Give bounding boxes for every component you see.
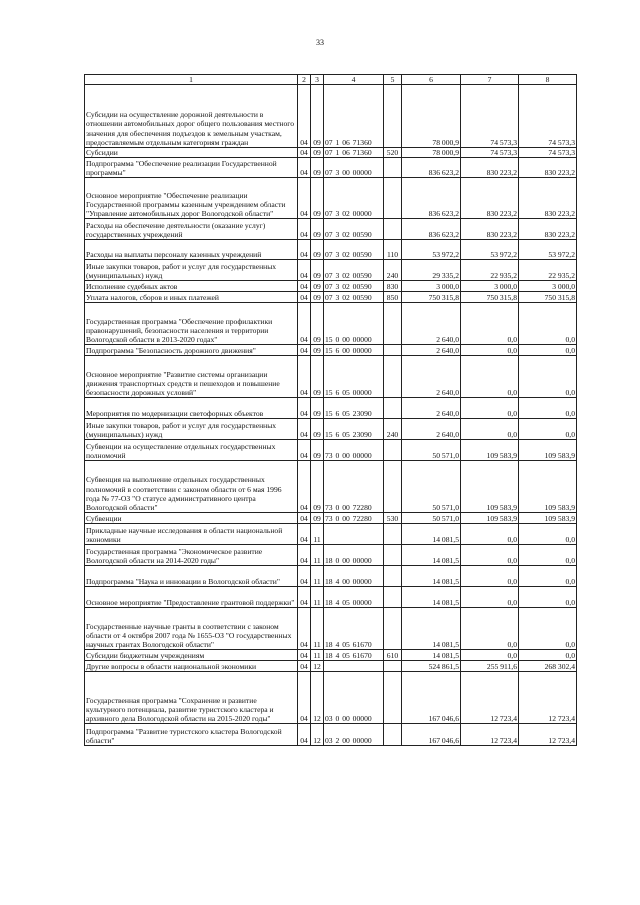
table-row	[85, 398, 577, 419]
row-amount-year-1: 836 623,2	[402, 178, 461, 219]
row-amount-year-2: 830 223,2	[461, 219, 519, 240]
row-amount-year-1: 2 640,0	[402, 303, 461, 345]
row-target-article: 15 6 05 23090	[324, 419, 384, 440]
row-section: 04	[298, 292, 311, 303]
row-amount-year-3: 0,0	[519, 356, 577, 398]
row-expense-type	[384, 566, 402, 587]
row-amount-year-2: 0,0	[461, 587, 519, 608]
table-row	[85, 292, 577, 303]
row-section: 04	[298, 356, 311, 398]
row-amount-year-2: 22 935,2	[461, 260, 519, 281]
row-name: Основное мероприятие "Обеспечение реализации Государственной программы казенным учреждением области "Управление автомобильных дорог Вологодской области"	[85, 178, 298, 219]
table-row	[85, 303, 577, 345]
row-expense-type	[384, 524, 402, 545]
row-amount-year-3: 268 302,4	[519, 661, 577, 672]
row-name: Подпрограмма "Наука и инновации в Вологодской области"	[85, 566, 298, 587]
column-header: 8	[519, 75, 577, 85]
row-amount-year-2: 109 583,9	[461, 513, 519, 524]
row-expense-type	[384, 219, 402, 240]
row-section: 04	[298, 85, 311, 148]
row-expense-type	[384, 724, 402, 746]
row-subsection: 12	[311, 724, 324, 746]
row-amount-year-3: 0,0	[519, 524, 577, 545]
row-amount-year-3: 0,0	[519, 345, 577, 356]
row-name: Основное мероприятие "Развитие системы организации движения транспортных средств и пешеходов и повышение безопасности дорожных условий"	[85, 356, 298, 398]
row-section: 04	[298, 461, 311, 513]
row-amount-year-1: 50 571,0	[402, 440, 461, 461]
row-name: Субсидии	[85, 148, 298, 158]
row-name: Основное мероприятие "Предоставление грантовой поддержки"	[85, 587, 298, 608]
row-subsection: 09	[311, 158, 324, 178]
table-body	[85, 85, 577, 746]
column-header: 7	[461, 75, 519, 85]
row-name: Субсидии на осуществление дорожной деятельности в отношении автомобильных дорог общего пользования местного значения для обеспечения подъездов к земельным участкам, предоставляемым отдельным категориям граждан	[85, 85, 298, 148]
row-name: Расходы на обеспечение деятельности (оказание услуг) государственных учреждений	[85, 219, 298, 240]
row-amount-year-2: 12 723,4	[461, 724, 519, 746]
row-subsection: 09	[311, 513, 324, 524]
table-row	[85, 545, 577, 566]
row-section: 04	[298, 608, 311, 650]
row-amount-year-2: 74 573,3	[461, 148, 519, 158]
row-amount-year-3: 830 223,2	[519, 219, 577, 240]
table-row	[85, 440, 577, 461]
row-amount-year-1: 836 623,2	[402, 158, 461, 178]
row-amount-year-3: 830 223,2	[519, 178, 577, 219]
row-amount-year-3: 0,0	[519, 545, 577, 566]
row-name: Иные закупки товаров, работ и услуг для государственных (муниципальных) нужд	[85, 260, 298, 281]
row-section: 04	[298, 724, 311, 746]
table-row	[85, 219, 577, 240]
row-subsection: 11	[311, 545, 324, 566]
table-row	[85, 345, 577, 356]
row-subsection: 09	[311, 260, 324, 281]
row-name: Мероприятия по модернизации светофорных объектов	[85, 398, 298, 419]
row-expense-type	[384, 85, 402, 148]
table-row	[85, 724, 577, 746]
row-subsection: 09	[311, 419, 324, 440]
row-target-article: 07 3 02 00590	[324, 281, 384, 292]
row-section: 04	[298, 650, 311, 661]
row-amount-year-3: 0,0	[519, 650, 577, 661]
row-amount-year-2: 0,0	[461, 566, 519, 587]
row-amount-year-1: 2 640,0	[402, 356, 461, 398]
row-name: Другие вопросы в области национальной экономики	[85, 661, 298, 672]
table-row	[85, 158, 577, 178]
row-amount-year-1: 53 972,2	[402, 240, 461, 260]
row-amount-year-2: 0,0	[461, 356, 519, 398]
row-amount-year-1: 2 640,0	[402, 345, 461, 356]
budget-table	[84, 74, 577, 746]
row-expense-type	[384, 661, 402, 672]
row-amount-year-2: 109 583,9	[461, 461, 519, 513]
row-amount-year-3: 109 583,9	[519, 461, 577, 513]
row-section: 04	[298, 672, 311, 724]
row-amount-year-1: 14 081,5	[402, 608, 461, 650]
table-row	[85, 240, 577, 260]
row-expense-type	[384, 398, 402, 419]
row-expense-type: 110	[384, 240, 402, 260]
row-name: Расходы на выплаты персоналу казенных учреждений	[85, 240, 298, 260]
row-amount-year-3: 74 573,3	[519, 148, 577, 158]
row-amount-year-2: 0,0	[461, 419, 519, 440]
row-amount-year-1: 29 335,2	[402, 260, 461, 281]
row-name: Подпрограмма "Развитие туристского кластера Вологодской области"	[85, 724, 298, 746]
row-subsection: 12	[311, 672, 324, 724]
row-section: 04	[298, 524, 311, 545]
row-subsection: 11	[311, 524, 324, 545]
row-name: Подпрограмма "Безопасность дорожного движения"	[85, 345, 298, 356]
row-amount-year-2: 0,0	[461, 345, 519, 356]
row-name: Подпрограмма "Обеспечение реализации Государственной программы"	[85, 158, 298, 178]
row-target-article: 07 3 02 00590	[324, 260, 384, 281]
row-amount-year-3: 830 223,2	[519, 158, 577, 178]
row-target-article: 18 4 00 00000	[324, 566, 384, 587]
table-row	[85, 85, 577, 148]
table-row	[85, 260, 577, 281]
row-name: Государственная программа "Сохранение и развитие культурного потенциала, развитие туристского кластера и архивного дела Вологодской области на 2015-2020 годы"	[85, 672, 298, 724]
row-amount-year-3: 109 583,9	[519, 513, 577, 524]
row-subsection: 11	[311, 587, 324, 608]
row-section: 04	[298, 240, 311, 260]
row-amount-year-1: 2 640,0	[402, 419, 461, 440]
row-subsection: 09	[311, 440, 324, 461]
table-row	[85, 356, 577, 398]
row-target-article: 73 0 00 72280	[324, 513, 384, 524]
row-amount-year-1: 78 000,9	[402, 85, 461, 148]
row-amount-year-2: 109 583,9	[461, 440, 519, 461]
table-row	[85, 672, 577, 724]
table-row	[85, 650, 577, 661]
table-row	[85, 661, 577, 672]
row-amount-year-1: 14 081,5	[402, 650, 461, 661]
row-amount-year-1: 836 623,2	[402, 219, 461, 240]
row-expense-type	[384, 356, 402, 398]
row-amount-year-2: 74 573,3	[461, 85, 519, 148]
row-amount-year-2: 3 000,0	[461, 281, 519, 292]
row-subsection: 09	[311, 240, 324, 260]
row-target-article: 18 4 05 61670	[324, 608, 384, 650]
row-amount-year-2: 0,0	[461, 608, 519, 650]
row-amount-year-3: 0,0	[519, 566, 577, 587]
row-expense-type	[384, 303, 402, 345]
row-amount-year-3: 750 315,8	[519, 292, 577, 303]
row-subsection: 09	[311, 281, 324, 292]
row-amount-year-2: 12 723,4	[461, 672, 519, 724]
row-amount-year-1: 3 000,0	[402, 281, 461, 292]
row-amount-year-3: 53 972,2	[519, 240, 577, 260]
row-section: 04	[298, 303, 311, 345]
row-subsection: 09	[311, 219, 324, 240]
row-name: Прикладные научные исследования в области национальной экономики	[85, 524, 298, 545]
row-amount-year-3: 12 723,4	[519, 724, 577, 746]
table-row	[85, 178, 577, 219]
row-target-article: 07 1 06 71360	[324, 85, 384, 148]
row-amount-year-3: 74 573,3	[519, 85, 577, 148]
row-section: 04	[298, 398, 311, 419]
row-target-article: 03 2 00 00000	[324, 724, 384, 746]
row-section: 04	[298, 148, 311, 158]
row-section: 04	[298, 513, 311, 524]
row-expense-type	[384, 178, 402, 219]
row-expense-type	[384, 440, 402, 461]
column-header: 6	[402, 75, 461, 85]
row-amount-year-2: 0,0	[461, 398, 519, 419]
row-name: Государственная программа "Обеспечение профилактики правонарушений, безопасности населения и территории Вологодской области в 2013-2020 годах"	[85, 303, 298, 345]
row-target-article: 18 4 05 61670	[324, 650, 384, 661]
row-amount-year-3: 0,0	[519, 419, 577, 440]
table-row	[85, 587, 577, 608]
row-amount-year-3: 0,0	[519, 303, 577, 345]
row-target-article: 73 0 00 72280	[324, 461, 384, 513]
row-amount-year-1: 78 000,9	[402, 148, 461, 158]
row-amount-year-1: 14 081,5	[402, 566, 461, 587]
row-subsection: 09	[311, 178, 324, 219]
row-expense-type	[384, 608, 402, 650]
row-expense-type	[384, 545, 402, 566]
row-amount-year-3: 12 723,4	[519, 672, 577, 724]
row-target-article	[324, 524, 384, 545]
row-section: 04	[298, 219, 311, 240]
row-target-article: 15 6 00 00000	[324, 345, 384, 356]
row-subsection: 11	[311, 650, 324, 661]
row-name: Уплата налогов, сборов и иных платежей	[85, 292, 298, 303]
row-expense-type: 610	[384, 650, 402, 661]
row-name: Иные закупки товаров, работ и услуг для государственных (муниципальных) нужд	[85, 419, 298, 440]
row-amount-year-3: 0,0	[519, 398, 577, 419]
row-expense-type	[384, 587, 402, 608]
row-amount-year-2: 830 223,2	[461, 158, 519, 178]
row-section: 04	[298, 545, 311, 566]
row-target-article: 07 3 02 00000	[324, 178, 384, 219]
column-header: 3	[311, 75, 324, 85]
row-target-article: 18 4 05 00000	[324, 587, 384, 608]
row-amount-year-1: 167 046,6	[402, 672, 461, 724]
row-amount-year-1: 524 861,5	[402, 661, 461, 672]
row-subsection: 12	[311, 661, 324, 672]
row-name: Государственная программа "Экономическое развитие Вологодской области на 2014-2020 годы"	[85, 545, 298, 566]
row-target-article: 07 3 02 00590	[324, 240, 384, 260]
row-subsection: 09	[311, 292, 324, 303]
row-amount-year-2: 0,0	[461, 524, 519, 545]
row-target-article: 15 0 00 00000	[324, 303, 384, 345]
row-amount-year-1: 750 315,8	[402, 292, 461, 303]
row-amount-year-2: 830 223,2	[461, 178, 519, 219]
row-section: 04	[298, 661, 311, 672]
row-subsection: 09	[311, 85, 324, 148]
row-expense-type: 240	[384, 419, 402, 440]
row-section: 04	[298, 587, 311, 608]
row-expense-type	[384, 461, 402, 513]
row-amount-year-2: 0,0	[461, 545, 519, 566]
row-name: Государственные научные гранты в соответствии с законом области от 4 октября 2007 года № 1655-ОЗ "О государственных научных грантах Вологодской области"	[85, 608, 298, 650]
column-header: 2	[298, 75, 311, 85]
row-amount-year-1: 50 571,0	[402, 513, 461, 524]
row-target-article: 07 3 02 00590	[324, 292, 384, 303]
row-subsection: 09	[311, 345, 324, 356]
row-section: 04	[298, 440, 311, 461]
row-target-article: 15 6 05 23090	[324, 398, 384, 419]
row-amount-year-2: 53 972,2	[461, 240, 519, 260]
row-target-article: 18 0 00 00000	[324, 545, 384, 566]
page-number: 33	[316, 38, 324, 47]
table-row	[85, 608, 577, 650]
row-name: Субвенция на выполнение отдельных государственных полномочий в соответствии с законом области от 6 мая 1996 года № 77-ОЗ "О статусе административного центра Вологодской области"	[85, 461, 298, 513]
row-section: 04	[298, 281, 311, 292]
row-amount-year-3: 109 583,9	[519, 440, 577, 461]
row-section: 04	[298, 566, 311, 587]
row-name: Субвенции	[85, 513, 298, 524]
row-expense-type: 530	[384, 513, 402, 524]
row-amount-year-1: 50 571,0	[402, 461, 461, 513]
table-row	[85, 461, 577, 513]
row-section: 04	[298, 178, 311, 219]
row-section: 04	[298, 260, 311, 281]
row-target-article: 07 1 06 71360	[324, 148, 384, 158]
row-amount-year-2: 0,0	[461, 303, 519, 345]
table-row	[85, 524, 577, 545]
column-header: 5	[384, 75, 402, 85]
row-amount-year-1: 14 081,5	[402, 545, 461, 566]
row-amount-year-1: 167 046,6	[402, 724, 461, 746]
row-name: Субвенции на осуществление отдельных государственных полномочий	[85, 440, 298, 461]
column-header: 4	[324, 75, 384, 85]
row-name: Субсидии бюджетным учреждениям	[85, 650, 298, 661]
row-subsection: 09	[311, 398, 324, 419]
row-target-article	[324, 661, 384, 672]
row-subsection: 11	[311, 566, 324, 587]
row-amount-year-2: 750 315,8	[461, 292, 519, 303]
table-header-row	[85, 75, 577, 85]
row-expense-type: 520	[384, 148, 402, 158]
row-expense-type: 830	[384, 281, 402, 292]
row-target-article: 15 6 05 00000	[324, 356, 384, 398]
row-expense-type	[384, 672, 402, 724]
row-section: 04	[298, 158, 311, 178]
table-row	[85, 148, 577, 158]
table-row	[85, 281, 577, 292]
row-subsection: 09	[311, 148, 324, 158]
table-row	[85, 419, 577, 440]
row-target-article: 07 3 02 00590	[324, 219, 384, 240]
row-expense-type: 850	[384, 292, 402, 303]
row-amount-year-2: 0,0	[461, 650, 519, 661]
row-target-article: 07 3 00 00000	[324, 158, 384, 178]
row-amount-year-3: 22 935,2	[519, 260, 577, 281]
row-amount-year-2: 255 911,6	[461, 661, 519, 672]
row-amount-year-3: 0,0	[519, 587, 577, 608]
row-expense-type	[384, 345, 402, 356]
row-expense-type	[384, 158, 402, 178]
row-amount-year-1: 2 640,0	[402, 398, 461, 419]
row-amount-year-3: 0,0	[519, 608, 577, 650]
row-section: 04	[298, 419, 311, 440]
row-expense-type: 240	[384, 260, 402, 281]
row-subsection: 11	[311, 608, 324, 650]
table-row	[85, 566, 577, 587]
row-target-article: 73 0 00 00000	[324, 440, 384, 461]
row-section: 04	[298, 345, 311, 356]
row-subsection: 09	[311, 356, 324, 398]
table-row	[85, 513, 577, 524]
column-header: 1	[85, 75, 298, 85]
row-target-article: 03 0 00 00000	[324, 672, 384, 724]
row-subsection: 09	[311, 461, 324, 513]
row-amount-year-1: 14 081,5	[402, 587, 461, 608]
row-subsection: 09	[311, 303, 324, 345]
row-name: Исполнение судебных актов	[85, 281, 298, 292]
row-amount-year-1: 14 081,5	[402, 524, 461, 545]
row-amount-year-3: 3 000,0	[519, 281, 577, 292]
